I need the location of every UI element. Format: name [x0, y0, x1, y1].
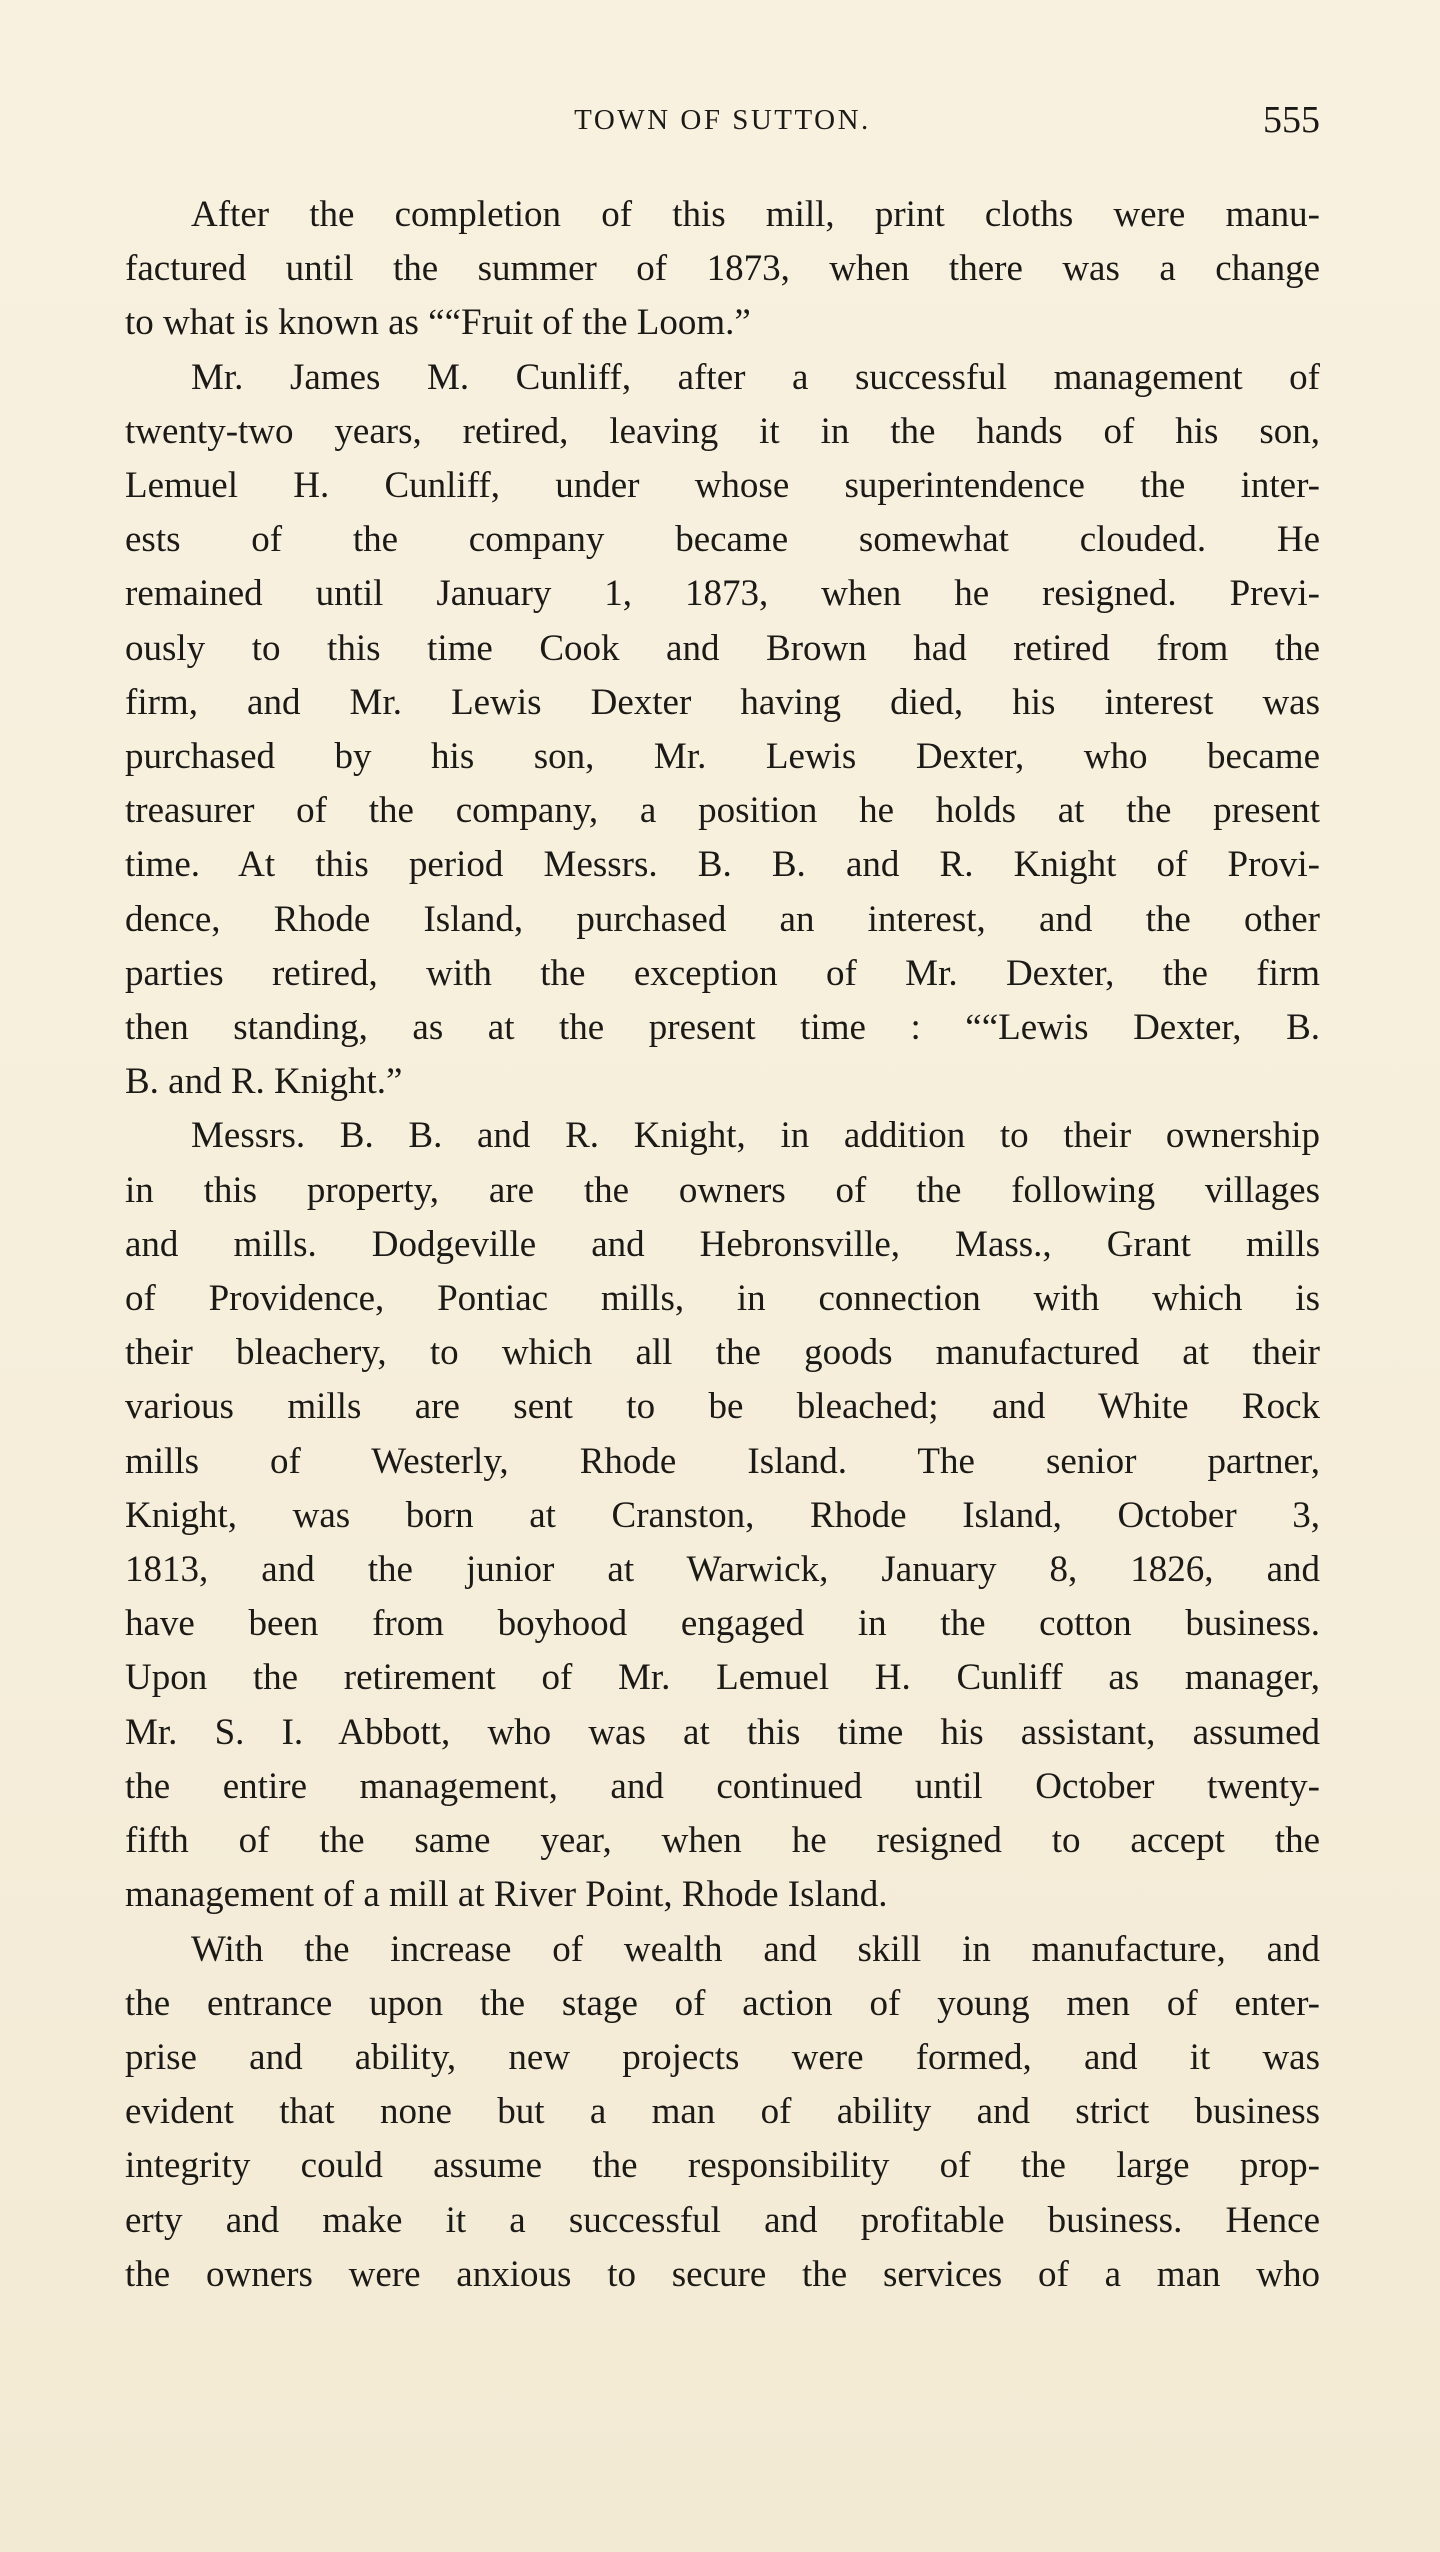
text-line: Mr. James M. Cunliff, after a successful management of [191, 356, 1320, 398]
text-line: twenty-two years, retired, leaving it in the hands of his son, [125, 410, 1320, 452]
text-line: firm, and Mr. Lewis Dexter having died, his interest was [125, 681, 1320, 723]
text-line: parties retired, with the exception of Mr. Dexter, the firm [125, 952, 1320, 994]
text-line: integrity could assume the responsibility of the large prop- [125, 2145, 1320, 2187]
text-line: Upon the retirement of Mr. Lemuel H. Cunliff as manager, [125, 1657, 1320, 1699]
text-line: fifth of the same year, when he resigned to accept the [125, 1820, 1320, 1862]
text-line: 1813, and the junior at Warwick, January 8, 1826, and [125, 1549, 1320, 1591]
body-text [125, 188, 1320, 2302]
text-line: mills of Westerly, Rhode Island. The senior partner, [125, 1440, 1320, 1482]
text-line: in this property, are the owners of the following villages [125, 1169, 1320, 1211]
running-head-title: TOWN OF SUTTON. [574, 104, 871, 136]
text-line: evident that none but a man of ability and strict business [125, 2091, 1320, 2133]
text-line: the owners were anxious to secure the services of a man who [125, 2253, 1320, 2295]
text-line: Messrs. B. B. and R. Knight, in addition to their ownership [191, 1115, 1320, 1157]
text-line: After the completion of this mill, print cloths were manu- [191, 194, 1320, 235]
text-line: and mills. Dodgeville and Hebronsville, Mass., Grant mills [125, 1223, 1320, 1265]
text-line: B. and R. Knight.” [125, 1061, 403, 1103]
paragraph [125, 351, 1320, 1110]
text-line: treasurer of the company, a position he holds at the present [125, 790, 1320, 832]
text-line: remained until January 1, 1873, when he resigned. Previ- [125, 573, 1320, 615]
text-line: ests of the company became somewhat clouded. He [125, 519, 1320, 561]
page-number: 555 [1263, 99, 1320, 141]
text-line: have been from boyhood engaged in the cotton business. [125, 1603, 1320, 1645]
text-line: time. At this period Messrs. B. B. and R. Knight of Provi- [125, 844, 1320, 886]
text-line: to what is known as ““Fruit of the Loom.” [125, 302, 751, 344]
text-line: erty and make it a successful and profitable business. Hence [125, 2199, 1320, 2241]
text-line: then standing, as at the present time : ““Lewis Dexter, B. [125, 1007, 1320, 1049]
text-line: Lemuel H. Cunliff, under whose superintendence the inter- [125, 465, 1320, 507]
text-line: their bleachery, to which all the goods manufactured at their [125, 1332, 1320, 1374]
text-line: of Providence, Pontiac mills, in connection with which is [125, 1278, 1320, 1320]
text-line: dence, Rhode Island, purchased an interest, and the other [125, 898, 1320, 940]
text-line: Mr. S. I. Abbott, who was at this time his assistant, assumed [125, 1711, 1320, 1753]
text-line: the entire management, and continued until October twenty- [125, 1765, 1320, 1807]
running-head [125, 96, 1320, 144]
text-line: the entrance upon the stage of action of young men of enter- [125, 1982, 1320, 2024]
paragraph [125, 1109, 1320, 1922]
text-line: management of a mill at River Point, Rhode Island. [125, 1874, 888, 1916]
paragraph [125, 188, 1320, 351]
text-line: With the increase of wealth and skill in manufacture, and [191, 1928, 1320, 1970]
text-line: purchased by his son, Mr. Lewis Dexter, who became [125, 736, 1320, 778]
text-line: various mills are sent to be bleached; and White Rock [125, 1386, 1320, 1428]
text-line: prise and ability, new projects were formed, and it was [125, 2036, 1320, 2078]
text-line: ously to this time Cook and Brown had retired from the [125, 627, 1320, 669]
paragraph [125, 1923, 1320, 2302]
text-line: factured until the summer of 1873, when there was a change [125, 248, 1320, 290]
text-line: Knight, was born at Cranston, Rhode Island, October 3, [125, 1494, 1320, 1536]
